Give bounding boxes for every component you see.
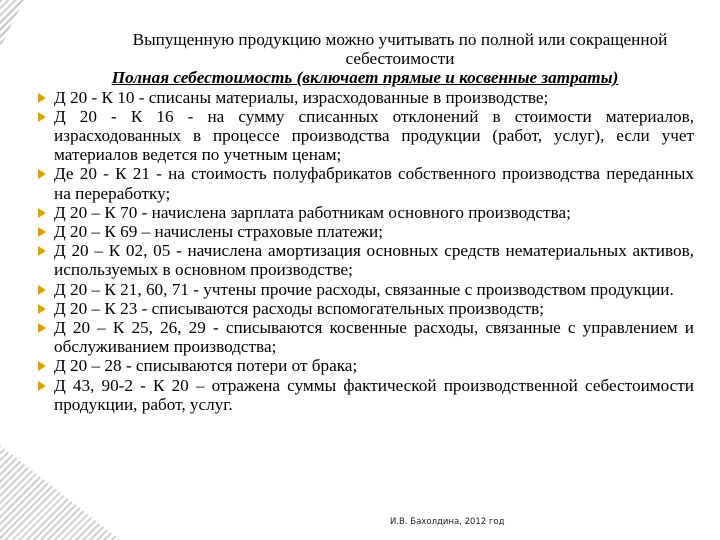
arrow-right-icon xyxy=(38,381,46,391)
arrow-right-icon xyxy=(38,112,46,122)
list-item-text: Д 20 – К 21, 60, 71 - учтены прочие расходы, связанные с производством продукции. xyxy=(54,279,674,299)
list-item xyxy=(36,222,694,241)
list-item-text: Д 20 - К 10 - списаны материалы, израсходованные в производстве; xyxy=(54,87,549,107)
arrow-right-icon xyxy=(38,227,46,237)
list-item xyxy=(36,356,694,375)
list-item-text: Де 20 - К 21 - на стоимость полуфабрикатов собственного производства переданных на переработку; xyxy=(54,164,694,203)
list-item xyxy=(36,280,694,299)
list-item-text: Д 20 – К 23 - списываются расходы вспомогательных производств; xyxy=(54,298,545,318)
list-item-text: Д 20 – К 70 - начислена зарплата работникам основного производства; xyxy=(54,202,571,222)
arrow-right-icon xyxy=(38,285,46,295)
list-item xyxy=(36,203,694,222)
arrow-right-icon xyxy=(38,304,46,314)
list-item-text: Д 20 – К 02, 05 - начислена амортизация основных средств нематериальных активов, используемых в основном производстве; xyxy=(54,241,694,280)
list-item xyxy=(36,318,694,356)
corner-decoration-bottom xyxy=(0,445,120,540)
entries-list xyxy=(36,88,694,414)
corner-decoration-top xyxy=(0,0,24,48)
arrow-right-icon xyxy=(38,208,46,218)
arrow-right-icon xyxy=(38,323,46,333)
slide-title: Выпущенную продукцию можно учитывать по полной или сокращенной себестоимости xyxy=(132,30,668,69)
footer-credit: И.В. Бахолдина, 2012 год xyxy=(390,517,505,527)
list-item xyxy=(36,88,694,107)
arrow-right-icon xyxy=(38,169,46,179)
list-item xyxy=(36,164,694,202)
list-item xyxy=(36,376,694,414)
arrow-right-icon xyxy=(38,361,46,371)
arrow-right-icon xyxy=(38,246,46,256)
list-item-text: Д 20 – К 69 – начислены страховые платежи; xyxy=(54,222,384,242)
list-item-text: Д 20 – К 25, 26, 29 - списываются косвенные расходы, связанные с управлением и обслуживанием производства; xyxy=(54,318,694,357)
list-item-text: Д 20 – 28 - списываются потери от брака; xyxy=(54,356,358,376)
list-item-text: Д 43, 90-2 - К 20 – отражена суммы фактической производственной себестоимости продукции, работ, услуг. xyxy=(54,375,694,414)
list-item-text: Д 20 - К 16 - на сумму списанных отклонений в стоимости материалов, израсходованных в процессе производства продукции (работ, услуг), если учет материалов ведется по учетным ценам; xyxy=(54,106,694,165)
list-item xyxy=(36,107,694,165)
slide-content xyxy=(36,30,694,414)
list-item xyxy=(36,299,694,318)
list-item xyxy=(36,241,694,279)
slide-subtitle: Полная себестоимость (включает прямые и косвенные затраты) xyxy=(111,68,619,88)
arrow-right-icon xyxy=(38,93,46,103)
